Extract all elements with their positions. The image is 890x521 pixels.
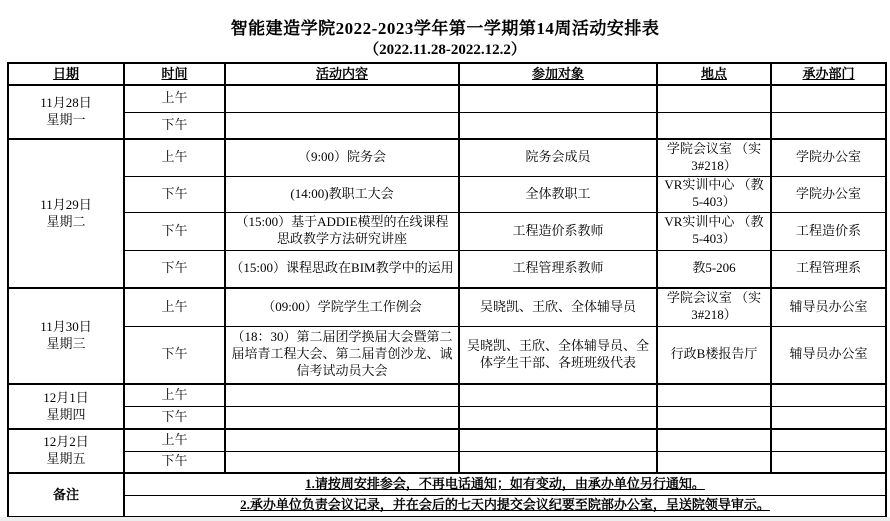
schedule-row bbox=[8, 429, 886, 451]
location-cell bbox=[657, 451, 771, 473]
department-cell bbox=[771, 451, 886, 473]
participants-cell bbox=[459, 384, 657, 406]
department-cell bbox=[771, 429, 886, 451]
schedule-row bbox=[8, 288, 886, 326]
participants-cell: 全体教职工 bbox=[459, 176, 657, 212]
notes-row bbox=[8, 473, 886, 495]
column-header-department: 承办部门 bbox=[771, 63, 886, 85]
time-cell: 上午 bbox=[124, 85, 225, 112]
department-cell bbox=[771, 384, 886, 406]
activity-cell bbox=[225, 406, 459, 429]
date-cell bbox=[8, 429, 124, 473]
location-cell: 行政B楼报告厅 bbox=[657, 326, 771, 384]
department-cell: 辅导员办公室 bbox=[771, 288, 886, 326]
time-cell: 下午 bbox=[124, 406, 225, 429]
activity-cell: （09:00）学院学生工作例会 bbox=[225, 288, 459, 326]
department-cell: 学院办公室 bbox=[771, 176, 886, 212]
activity-cell bbox=[225, 112, 459, 139]
location-cell bbox=[657, 85, 771, 112]
department-cell: 学院办公室 bbox=[771, 139, 886, 176]
header-row bbox=[8, 63, 886, 85]
weekday-text: 星期二 bbox=[46, 213, 86, 229]
activity-cell bbox=[225, 384, 459, 406]
date-text: 11月30日 bbox=[40, 319, 92, 335]
time-cell: 下午 bbox=[124, 326, 225, 384]
activity-cell bbox=[225, 85, 459, 112]
page-subtitle: （2022.11.28-2022.12.2） bbox=[364, 42, 526, 58]
location-cell: VR实训中心 （教5-403） bbox=[657, 212, 771, 250]
bottom-strip bbox=[0, 517, 890, 521]
participants-cell bbox=[459, 406, 657, 429]
participants-cell bbox=[459, 451, 657, 473]
time-cell: 下午 bbox=[124, 112, 225, 139]
activity-cell: （9:00）院务会 bbox=[225, 139, 459, 176]
column-header-time: 时间 bbox=[124, 63, 225, 85]
weekday-text: 星期五 bbox=[46, 451, 86, 466]
location-cell bbox=[657, 384, 771, 406]
date-cell bbox=[8, 85, 124, 139]
participants-cell: 吴晓凯、王欣、全体辅导员、全体学生干部、各班班级代表 bbox=[459, 326, 657, 384]
activity-cell: （15:00）课程思政在BIM教学中的运用 bbox=[225, 250, 459, 288]
location-cell: 学院会议室 （实3#218） bbox=[657, 139, 771, 176]
activity-cell: （18：30）第二届团学换届大会暨第二届培青工程大会、第二届青创沙龙、诚信考试动员大会 bbox=[225, 326, 459, 384]
participants-cell: 工程造价系教师 bbox=[459, 212, 657, 250]
time-cell: 上午 bbox=[124, 429, 225, 451]
weekday-text: 星期四 bbox=[46, 406, 86, 422]
participants-cell: 工程管理系教师 bbox=[459, 250, 657, 288]
department-cell bbox=[771, 112, 886, 139]
date-text: 12月2日 bbox=[43, 434, 89, 450]
time-cell: 上午 bbox=[124, 139, 225, 176]
note-text-cell: 1.请按周安排参会，不再电话通知；如有变动，由承办单位另行通知。 bbox=[124, 473, 886, 495]
date-text: 11月29日 bbox=[40, 196, 92, 212]
location-cell bbox=[657, 112, 771, 139]
department-cell bbox=[771, 406, 886, 429]
participants-cell bbox=[459, 85, 657, 112]
activity-cell bbox=[225, 451, 459, 473]
column-header-location: 地点 bbox=[657, 63, 771, 85]
schedule-row bbox=[8, 406, 886, 429]
schedule-table bbox=[7, 62, 887, 518]
location-cell bbox=[657, 429, 771, 451]
note-text-cell: 2.承办单位负责会议记录，并在会后的七天内提交会议纪要至院部办公室，呈送院领导审示。 bbox=[124, 495, 886, 517]
date-cell bbox=[8, 288, 124, 384]
department-cell: 辅导员办公室 bbox=[771, 326, 886, 384]
date-cell bbox=[8, 139, 124, 288]
participants-cell: 吴晓凯、王欣、全体辅导员 bbox=[459, 288, 657, 326]
activity-cell bbox=[225, 429, 459, 451]
time-cell: 下午 bbox=[124, 176, 225, 212]
schedule-row bbox=[8, 326, 886, 384]
schedule-row bbox=[8, 85, 886, 112]
time-cell: 下午 bbox=[124, 250, 225, 288]
date-cell bbox=[8, 384, 124, 429]
location-cell bbox=[657, 406, 771, 429]
participants-cell: 院务会成员 bbox=[459, 139, 657, 176]
schedule-row bbox=[8, 451, 886, 473]
date-text: 12月1日 bbox=[43, 389, 89, 405]
location-cell: 学院会议室 （实3#218） bbox=[657, 288, 771, 326]
activity-cell: (14:00)教职工大会 bbox=[225, 176, 459, 212]
participants-cell bbox=[459, 112, 657, 139]
department-cell: 工程管理系 bbox=[771, 250, 886, 288]
location-cell: VR实训中心 （教5-403） bbox=[657, 176, 771, 212]
department-cell: 工程造价系 bbox=[771, 212, 886, 250]
time-cell: 上午 bbox=[124, 288, 225, 326]
time-cell: 上午 bbox=[124, 384, 225, 406]
location-cell: 教5-206 bbox=[657, 250, 771, 288]
page-title: 智能建造学院2022-2023学年第一学期第14周活动安排表 bbox=[230, 19, 660, 38]
column-header-activity: 活动内容 bbox=[225, 63, 459, 85]
notes-row bbox=[8, 495, 886, 517]
column-header-date: 日期 bbox=[8, 63, 124, 85]
notes-label-cell: 备注 bbox=[8, 473, 124, 517]
schedule-row bbox=[8, 212, 886, 250]
schedule-row bbox=[8, 384, 886, 406]
participants-cell bbox=[459, 429, 657, 451]
schedule-row bbox=[8, 176, 886, 212]
date-text: 11月28日 bbox=[40, 95, 92, 111]
activity-cell: （15:00）基于ADDIE模型的在线课程思政教学方法研究讲座 bbox=[225, 212, 459, 250]
weekday-text: 星期一 bbox=[46, 112, 86, 127]
schedule-row bbox=[8, 112, 886, 139]
schedule-row bbox=[8, 139, 886, 176]
schedule-row bbox=[8, 250, 886, 288]
time-cell: 下午 bbox=[124, 212, 225, 250]
time-cell: 下午 bbox=[124, 451, 225, 473]
weekday-text: 星期三 bbox=[46, 336, 86, 351]
column-header-participants: 参加对象 bbox=[459, 63, 657, 85]
department-cell bbox=[771, 85, 886, 112]
